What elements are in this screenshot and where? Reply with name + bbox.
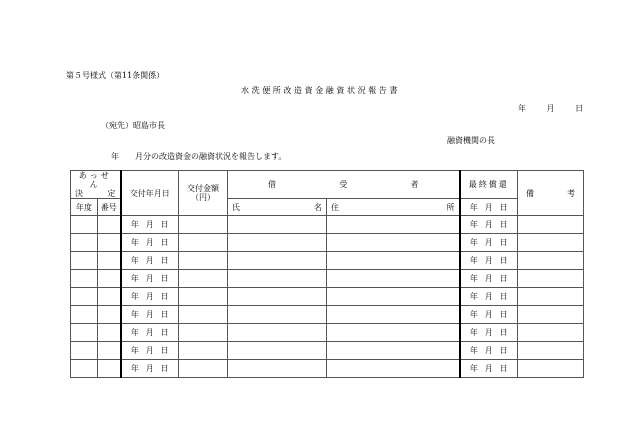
row-date-part: 日 [499, 364, 508, 373]
row-date-part: 日 [499, 238, 508, 247]
nendo-cell[interactable] [71, 324, 98, 342]
name-cell[interactable] [228, 234, 327, 252]
address-cell[interactable] [327, 216, 460, 234]
row-date-part: 年 [469, 274, 478, 283]
kofu-amount-cell[interactable] [179, 342, 228, 360]
bango-cell[interactable] [98, 216, 121, 234]
intro-statement [111, 152, 286, 162]
row-date-part: 月 [145, 310, 154, 319]
name-cell[interactable] [228, 306, 327, 324]
header-row-1 [71, 171, 584, 199]
bango-cell[interactable] [98, 234, 121, 252]
row-date-part: 年 [130, 256, 139, 265]
bango-header: 番号 [98, 199, 121, 216]
kofu-amount-cell[interactable] [179, 306, 228, 324]
table-row [71, 324, 584, 342]
bango-cell[interactable] [98, 270, 121, 288]
address-cell[interactable] [327, 324, 460, 342]
table-row [71, 270, 584, 288]
remarks-cell[interactable] [518, 360, 584, 378]
address-cell[interactable] [327, 234, 460, 252]
kofu-amount-cell[interactable] [179, 216, 228, 234]
name-cell[interactable] [228, 252, 327, 270]
assen-kettei-header [71, 171, 121, 199]
row-date-part: 年 [469, 238, 478, 247]
table-row [71, 360, 584, 378]
kofu-date-cell[interactable] [121, 324, 179, 342]
row-date-part: 月 [484, 256, 493, 265]
row-date-part: 年 [469, 364, 478, 373]
remarks-cell[interactable] [518, 234, 584, 252]
row-date-part: 日 [499, 292, 508, 301]
row-date-part: 月 [145, 238, 154, 247]
row-date-part: 月 [145, 274, 154, 283]
row-date-part: 月 [484, 310, 493, 319]
row-date-part: 日 [160, 292, 169, 301]
kettei-label: 決 定 [75, 189, 116, 198]
document-title: 水洗便所改造資金融資状況報告書 [241, 86, 400, 95]
row-date-part: 年 [130, 292, 139, 301]
row-date-part: 日 [499, 328, 508, 337]
bango-cell[interactable] [98, 306, 121, 324]
row-date-part: 月 [484, 346, 493, 355]
row-date-part: 月 [145, 364, 154, 373]
remarks-cell[interactable] [518, 306, 584, 324]
remarks-cell[interactable] [518, 216, 584, 234]
remarks-cell[interactable] [518, 288, 584, 306]
nendo-cell[interactable] [71, 234, 98, 252]
intro-year: 年 [111, 152, 119, 161]
row-date-part: 年 [130, 346, 139, 355]
row-date-part: 日 [160, 256, 169, 265]
addressee: （宛先）昭島市長 [101, 121, 165, 130]
row-date-part: 年 [469, 310, 478, 319]
address-cell[interactable] [327, 252, 460, 270]
bango-cell[interactable] [98, 342, 121, 360]
remarks-cell[interactable] [518, 252, 584, 270]
kofu-amount-cell[interactable] [179, 270, 228, 288]
row-date-part: 年 [130, 310, 139, 319]
assen-label: あっせん [78, 171, 112, 189]
row-date-part: 年 [130, 364, 139, 373]
kofu-date-cell[interactable] [121, 306, 179, 324]
final-repayment-cell[interactable] [460, 216, 518, 234]
kofu-amount-cell[interactable] [179, 234, 228, 252]
report-date-day: 日 [575, 104, 584, 113]
kofu-amount-cell[interactable] [179, 252, 228, 270]
row-date-part: 年 [469, 292, 478, 301]
row-date-part: 月 [484, 220, 493, 229]
row-date-part: 月 [484, 364, 493, 373]
nendo-cell[interactable] [71, 216, 98, 234]
kofu-date-cell[interactable] [121, 360, 179, 378]
row-date-part: 月 [484, 328, 493, 337]
row-date-part: 年 [469, 328, 478, 337]
bango-cell[interactable] [98, 324, 121, 342]
remarks-cell[interactable] [518, 270, 584, 288]
nendo-cell[interactable] [71, 306, 98, 324]
row-date-part: 日 [160, 328, 169, 337]
row-date-part: 日 [499, 346, 508, 355]
nendo-cell[interactable] [71, 252, 98, 270]
kofu-date-cell[interactable] [121, 270, 179, 288]
kofu-date-cell[interactable] [121, 252, 179, 270]
nendo-cell[interactable] [71, 288, 98, 306]
table-row [71, 252, 584, 270]
final-repayment-cell[interactable] [460, 306, 518, 324]
row-date-part: 月 [484, 238, 493, 247]
remarks-cell[interactable] [518, 324, 584, 342]
kofu-amount-header: 交付金額 （円） [179, 171, 228, 216]
name-cell[interactable] [228, 288, 327, 306]
address-cell[interactable] [327, 270, 460, 288]
row-date-part: 月 [484, 274, 493, 283]
row-date-part: 年 [130, 274, 139, 283]
name-header: 氏 名 [228, 199, 327, 216]
loan-status-table [70, 170, 584, 378]
address-cell[interactable] [327, 306, 460, 324]
final-repayment-cell[interactable] [460, 234, 518, 252]
final-repayment-cell[interactable] [460, 270, 518, 288]
nendo-cell[interactable] [71, 360, 98, 378]
kofu-date-cell[interactable] [121, 216, 179, 234]
name-cell[interactable] [228, 342, 327, 360]
name-cell[interactable] [228, 324, 327, 342]
row-date-part: 日 [499, 310, 508, 319]
row-date-part: 日 [499, 220, 508, 229]
address-header: 住 所 [327, 199, 460, 216]
address-cell[interactable] [327, 360, 460, 378]
row-date-part: 月 [145, 256, 154, 265]
kofu-date-cell[interactable] [121, 234, 179, 252]
table-row [71, 342, 584, 360]
nendo-header: 年度 [71, 199, 98, 216]
final-repayment-cell[interactable] [460, 324, 518, 342]
final-repayment-subheader: 年 月 日 [460, 199, 518, 216]
table-row [71, 216, 584, 234]
row-date-part: 年 [469, 256, 478, 265]
table-body [71, 216, 584, 378]
table-row [71, 234, 584, 252]
bango-cell[interactable] [98, 288, 121, 306]
table-row [71, 306, 584, 324]
report-date-month: 月 [546, 104, 555, 113]
row-date-part: 日 [160, 220, 169, 229]
row-date-part: 月 [484, 292, 493, 301]
kofu-date-cell[interactable] [121, 342, 179, 360]
row-date-part: 年 [130, 238, 139, 247]
row-date-part: 日 [160, 364, 169, 373]
row-date-part: 年 [130, 328, 139, 337]
final-repayment-cell[interactable] [460, 360, 518, 378]
kofu-date-header: 交付年月日 [121, 171, 179, 216]
intro-text: 月分の改造資金の融資状況を報告します。 [135, 152, 287, 161]
nendo-cell[interactable] [71, 342, 98, 360]
row-date-part: 月 [145, 292, 154, 301]
final-repayment-cell[interactable] [460, 252, 518, 270]
form-number: 第５号様式（第11条関係） [66, 71, 165, 80]
final-repayment-cell[interactable] [460, 342, 518, 360]
row-date-part: 年 [469, 220, 478, 229]
row-date-part: 日 [160, 238, 169, 247]
report-date-year: 年 [518, 104, 526, 113]
table-row [71, 288, 584, 306]
row-date-part: 年 [130, 220, 139, 229]
kofu-date-cell[interactable] [121, 288, 179, 306]
lender-institution-head: 融資機関の長 [447, 136, 495, 145]
row-date-part: 月 [145, 346, 154, 355]
bango-cell[interactable] [98, 252, 121, 270]
row-date-part: 日 [499, 274, 508, 283]
name-cell[interactable] [228, 360, 327, 378]
report-date-line [518, 104, 583, 114]
name-cell[interactable] [228, 270, 327, 288]
row-date-part: 日 [160, 346, 169, 355]
row-date-part: 年 [469, 346, 478, 355]
row-date-part: 日 [160, 274, 169, 283]
name-cell[interactable] [228, 216, 327, 234]
address-cell[interactable] [327, 342, 460, 360]
final-repayment-cell[interactable] [460, 288, 518, 306]
row-date-part: 日 [499, 256, 508, 265]
nendo-cell[interactable] [71, 270, 98, 288]
borrower-header: 借 受 者 [228, 171, 460, 199]
remarks-header: 備 考 [518, 171, 584, 216]
address-cell[interactable] [327, 288, 460, 306]
kofu-amount-cell[interactable] [179, 360, 228, 378]
remarks-cell[interactable] [518, 342, 584, 360]
bango-cell[interactable] [98, 360, 121, 378]
kofu-amount-cell[interactable] [179, 324, 228, 342]
kofu-amount-cell[interactable] [179, 288, 228, 306]
row-date-part: 月 [145, 220, 154, 229]
final-repayment-header: 最終償還 [460, 171, 518, 199]
row-date-part: 月 [145, 328, 154, 337]
row-date-part: 日 [160, 310, 169, 319]
